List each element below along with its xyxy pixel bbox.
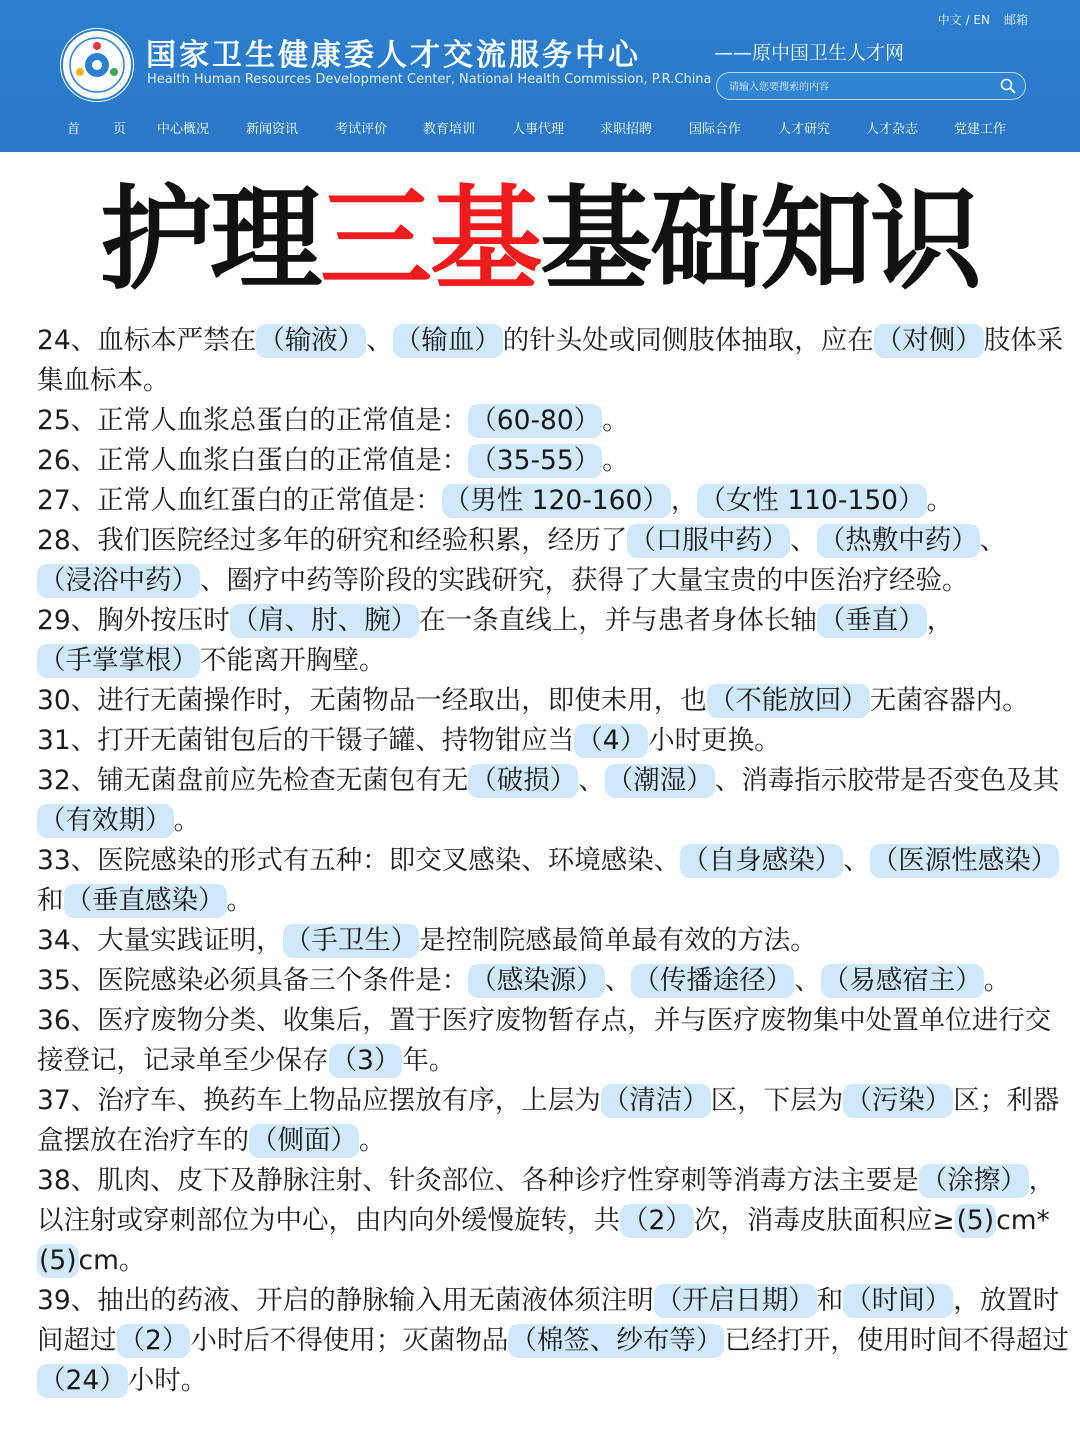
question-text: 无菌容器内。	[869, 685, 1029, 716]
answer-highlight: （自身感染）	[682, 845, 842, 876]
question-text: 。	[173, 805, 200, 836]
answer-highlight: (5)	[956, 1205, 995, 1236]
question-text: 33、医院感染的形式有五种：即交叉感染、环境感染、	[37, 845, 681, 876]
question-text: 区，下层为	[710, 1085, 844, 1116]
question-text: 年。	[402, 1045, 456, 1076]
question-text: 、	[366, 325, 393, 356]
question-text: 34、大量实践证明，	[37, 925, 283, 956]
question-text: 和	[816, 1285, 844, 1316]
title-part-3: 基础知识	[540, 175, 980, 305]
question-text: 、消毒指示胶带是否变色及其	[714, 765, 1060, 796]
list-item	[37, 521, 1077, 601]
answer-highlight: （时间）	[845, 1285, 952, 1316]
answer-highlight: （男性 120-160）	[443, 485, 669, 516]
question-text: 、	[794, 965, 821, 996]
answer-highlight: （浸浴中药）	[39, 565, 198, 596]
question-text: ，	[670, 485, 698, 516]
question-text: 、	[843, 845, 870, 876]
list-item	[37, 481, 1077, 521]
site-slogan: ——原中国卫生人才网	[714, 42, 905, 64]
question-text: 。	[602, 405, 629, 436]
question-text: cm。	[78, 1245, 146, 1276]
question-text: 、	[979, 525, 1007, 556]
list-item	[37, 441, 1077, 481]
question-text: 。	[983, 965, 1011, 996]
question-text: 小时。	[127, 1365, 208, 1396]
question-text: 38、肌肉、皮下及静脉注射、针灸部位、各种诊疗性穿刺等消毒方法主要是	[37, 1165, 919, 1196]
nav-item-exams[interactable]: 考试评价	[335, 122, 388, 137]
answer-highlight: （女性 110-150）	[699, 485, 925, 516]
question-text: 。	[602, 445, 629, 476]
question-text: 。	[926, 485, 954, 516]
question-text: 已经打开，使用时间不得超过	[724, 1325, 1069, 1356]
nav-item-jobs[interactable]: 求职招聘	[600, 122, 653, 137]
list-item	[37, 1001, 1077, 1081]
question-text: ，	[926, 605, 954, 636]
question-text: ，放置时间超过	[37, 1285, 1060, 1356]
question-text: ，以注射或穿刺部位为中心，由内向外缓慢旋转，共	[37, 1165, 1056, 1236]
nav-item-home-1[interactable]: 首	[67, 122, 81, 137]
answer-highlight: （输血）	[394, 325, 501, 356]
nav-item-home-2[interactable]: 页	[113, 122, 127, 137]
answer-highlight: （口服中药）	[629, 525, 789, 556]
answer-highlight: （棉签、纱布等）	[510, 1325, 723, 1356]
answer-highlight: （手卫生）	[284, 925, 418, 956]
question-text: 。	[226, 885, 253, 916]
nav-item-news[interactable]: 新闻资讯	[246, 122, 299, 137]
answer-highlight: （35-55）	[470, 445, 601, 476]
language-switch[interactable]: 中文 / EN	[937, 13, 990, 27]
answer-highlight: （输液）	[258, 325, 365, 356]
question-text: 39、抽出的药液、开启的静脉输入用无菌液体须注明	[37, 1285, 654, 1316]
question-text: 小时后不得使用；灭菌物品	[190, 1325, 509, 1356]
question-text: cm*	[996, 1205, 1050, 1236]
answer-highlight: （破损）	[470, 765, 577, 796]
organization-logo-icon[interactable]	[60, 28, 134, 102]
title-part-red: 三基	[320, 175, 540, 305]
nav-item-party[interactable]: 党建工作	[954, 122, 1007, 137]
question-text: 、	[790, 525, 817, 556]
list-item	[37, 401, 1077, 441]
answer-highlight: （2）	[118, 1325, 189, 1356]
list-item	[37, 961, 1077, 1001]
answer-highlight: （垂直）	[818, 605, 925, 636]
question-text: 35、医院感染必须具备三个条件是：	[37, 965, 469, 996]
answer-highlight: （潮湿）	[606, 765, 713, 796]
nav-item-personnel[interactable]: 人事代理	[512, 122, 565, 137]
question-text: 、	[604, 965, 632, 996]
search-input[interactable]	[727, 76, 991, 98]
knowledge-list	[37, 321, 1077, 1401]
answer-highlight: （开启日期）	[655, 1285, 815, 1316]
question-text: 36、医疗废物分类、收集后，置于医疗废物暂存点，并与医疗废物集中处置单位进行交接登记，记录单至少保存	[37, 1005, 1052, 1076]
list-item	[37, 1161, 1077, 1281]
list-item	[37, 721, 1077, 761]
mail-link[interactable]: 邮箱	[1003, 13, 1028, 27]
list-item	[37, 681, 1077, 721]
question-text: 区；利器盒摆放在治疗车的	[37, 1085, 1060, 1156]
top-links	[938, 11, 1028, 28]
question-text: 肢体采集血标本。	[37, 325, 1064, 396]
answer-highlight: （手掌掌根）	[39, 645, 198, 676]
answer-highlight: （传播途径）	[633, 965, 793, 996]
main-nav	[0, 118, 1080, 142]
list-item	[37, 601, 1077, 681]
answer-highlight: （60-80）	[470, 405, 601, 436]
list-item	[37, 921, 1077, 961]
answer-highlight: （热敷中药）	[818, 525, 978, 556]
answer-highlight: (5)	[39, 1245, 77, 1276]
list-item	[37, 841, 1077, 921]
answer-highlight: （涂擦）	[920, 1165, 1027, 1196]
question-text: 、	[578, 765, 605, 796]
site-header	[0, 0, 1080, 152]
list-item	[37, 321, 1077, 401]
org-name-cn: 国家卫生健康委人才交流服务中心	[146, 38, 641, 73]
question-text: 37、治疗车、换药车上物品应摆放有序，上层为	[37, 1085, 601, 1116]
answer-highlight: （不能放回）	[708, 685, 868, 716]
question-text: 。	[359, 1125, 386, 1156]
nav-item-magazine[interactable]: 人才杂志	[866, 122, 919, 137]
question-text: 30、进行无菌操作时，无菌物品一经取出，即使未用，也	[37, 685, 707, 716]
org-name-en: Health Human Resources Development Center, National Health Commission, P.R.China	[147, 72, 712, 87]
nav-item-research[interactable]: 人才研究	[778, 122, 831, 137]
answer-highlight: （医源性感染）	[871, 845, 1058, 876]
search-box	[716, 72, 1026, 100]
answer-highlight: （垂直感染）	[65, 885, 225, 916]
question-text: 小时更换。	[648, 725, 781, 756]
nav-item-about[interactable]: 中心概况	[157, 122, 210, 137]
question-text: 的针头处或同侧肢体抽取，应在	[502, 325, 874, 356]
list-item	[37, 761, 1077, 841]
question-text: 27、正常人血红蛋白的正常值是：	[37, 485, 442, 516]
question-text: 26、正常人血浆白蛋白的正常值是：	[37, 445, 469, 476]
answer-highlight: （易感宿主）	[822, 965, 982, 996]
answer-highlight: （肩、肘、腕）	[231, 605, 418, 636]
question-text: 31、打开无菌钳包后的干镊子罐、持物钳应当	[37, 725, 575, 756]
answer-highlight: （对侧）	[875, 325, 982, 356]
answer-highlight: （3）	[330, 1045, 401, 1076]
question-text: 32、铺无菌盘前应先检查无菌包有无	[37, 765, 469, 796]
question-text: 28、我们医院经过多年的研究和经验积累，经历了	[37, 525, 628, 556]
question-text: 24、血标本严禁在	[37, 325, 257, 356]
list-item	[37, 1081, 1077, 1161]
answer-highlight: （侧面）	[251, 1125, 357, 1156]
question-text: 29、胸外按压时	[37, 605, 230, 636]
question-text: 次，消毒皮肤面积应≥	[693, 1205, 955, 1236]
nav-item-international[interactable]: 国际合作	[689, 122, 742, 137]
question-text: 不能离开胸壁。	[200, 645, 386, 676]
question-text: 和	[37, 885, 64, 916]
search-icon[interactable]	[999, 77, 1017, 95]
answer-highlight: （4）	[576, 725, 647, 756]
question-text: 、圈疗中药等阶段的实践研究，获得了大量宝贵的中医治疗经验。	[200, 565, 969, 596]
nav-item-training[interactable]: 教育培训	[423, 122, 476, 137]
page-title	[0, 170, 1080, 310]
list-item	[37, 1281, 1077, 1401]
answer-highlight: （2）	[622, 1205, 692, 1236]
answer-highlight: （感染源）	[470, 965, 603, 996]
answer-highlight: （污染）	[845, 1085, 952, 1116]
question-text: 在一条直线上，并与患者身体长轴	[419, 605, 817, 636]
title-part-1: 护理	[100, 175, 320, 305]
answer-highlight: （有效期）	[39, 805, 172, 836]
answer-highlight: （24）	[39, 1365, 126, 1396]
question-text: 25、正常人血浆总蛋白的正常值是：	[37, 405, 469, 436]
answer-highlight: （清洁）	[602, 1085, 709, 1116]
question-text: 是控制院感最简单最有效的方法。	[419, 925, 817, 956]
